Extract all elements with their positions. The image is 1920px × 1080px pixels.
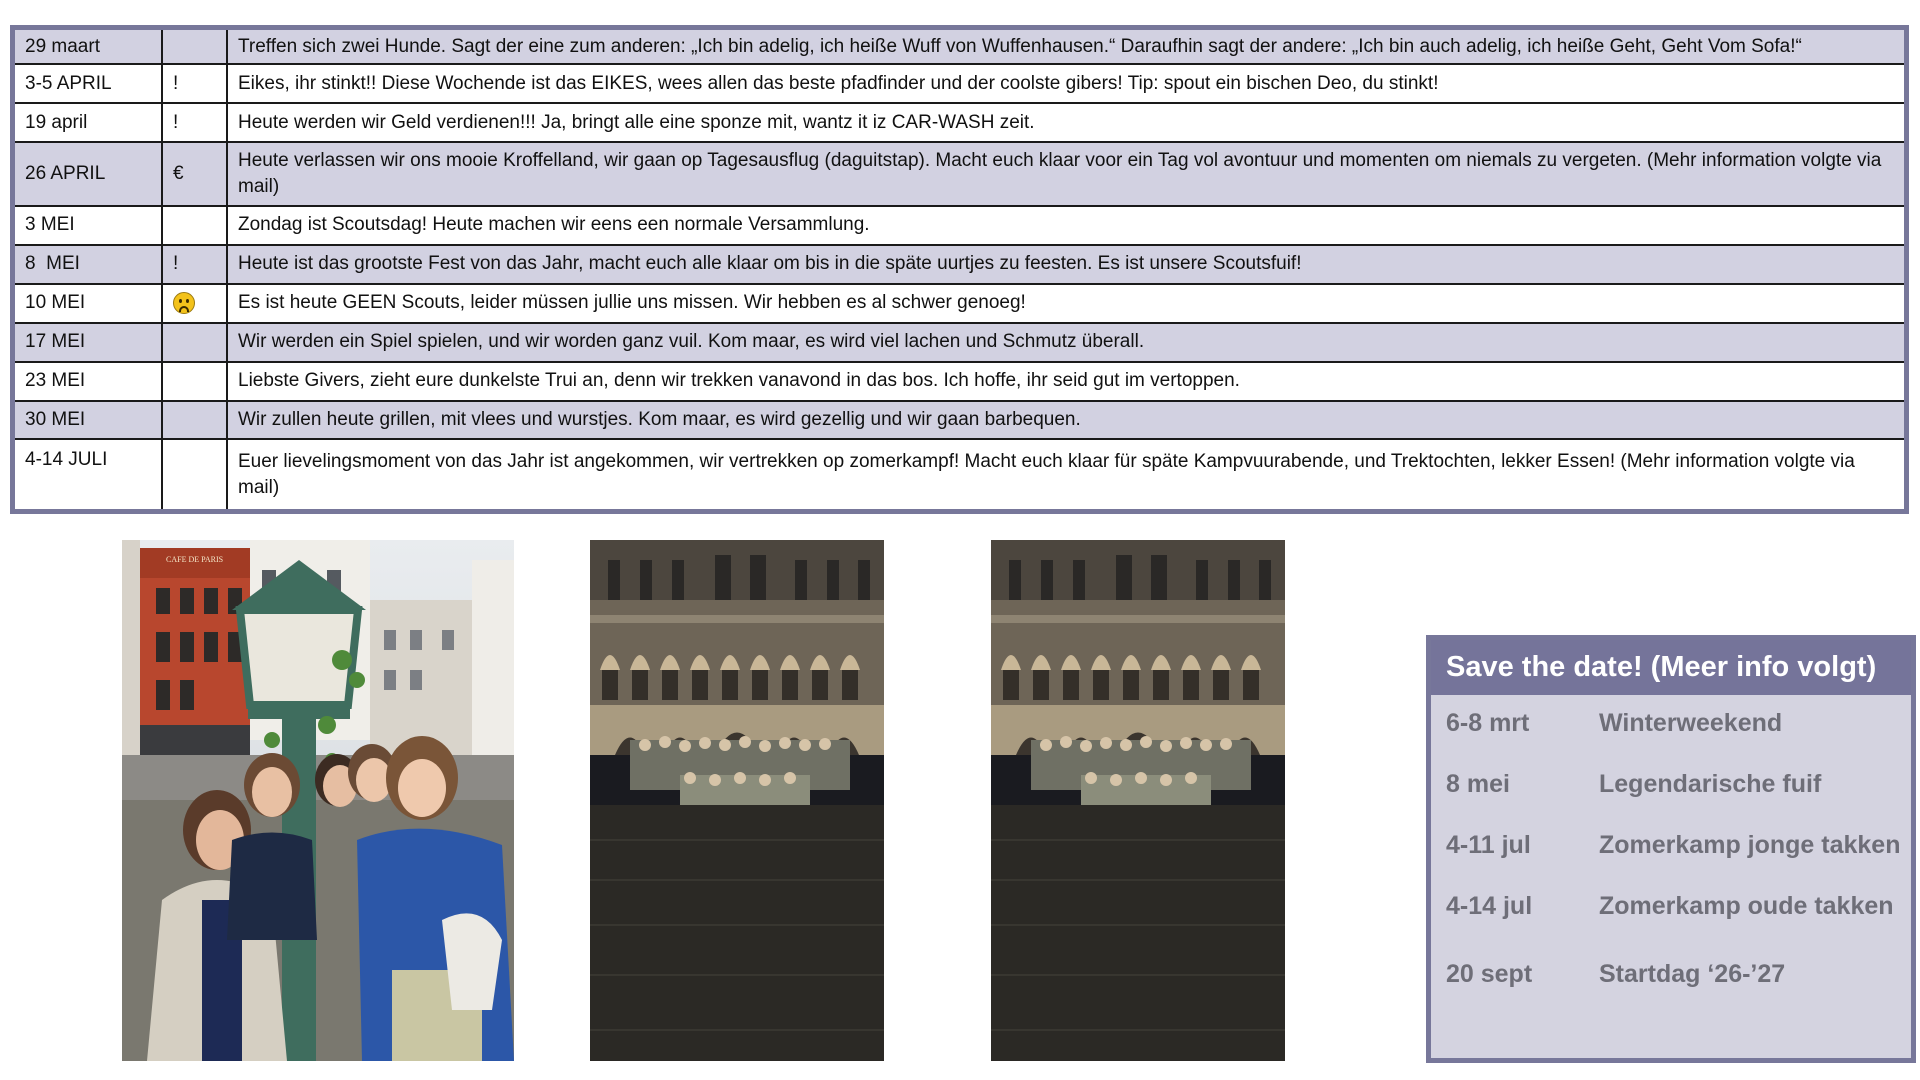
schedule-row [13,439,1907,511]
schedule-row [13,142,1907,206]
schedule-row [13,245,1907,284]
save-date-date: 6-8 mrt [1446,709,1530,737]
schedule-description: Zondag ist Scoutsdag! Heute machen wir eens een normale Versammlung. [227,206,1907,245]
schedule-icon [162,362,227,401]
save-date-item [1446,828,1906,862]
schedule-date: 19 april [13,103,163,142]
schedule-date: 29 maart [13,28,163,65]
save-date-event: Zomerkamp oude takken [1599,892,1894,920]
schedule-icon [162,28,227,65]
exclamation-icon: ! [162,245,227,284]
save-date-item [1446,957,1906,991]
save-date-item [1446,767,1906,801]
save-date-date: 8 mei [1446,770,1510,798]
schedule-row [13,284,1907,323]
schedule-date: 4-14 JULI [13,439,163,511]
schedule-icon [162,401,227,440]
schedule-icon-cell [162,284,227,323]
exclamation-icon: ! [162,103,227,142]
schedule-row [13,362,1907,401]
schedule-description: Wir werden ein Spiel spielen, und wir worden ganz vuil. Kom maar, es wird viel lachen und Schmutz überall. [227,323,1907,362]
schedule-date: 30 MEI [13,401,163,440]
schedule-date: 3-5 APRIL [13,64,163,103]
schedule-icon [162,206,227,245]
exclamation-icon: ! [162,64,227,103]
sad-face-icon [173,292,195,314]
schedule-description: Heute ist das grootste Fest von das Jahr, macht euch alle klaar om bis in die späte uurtjes zu feesten. Es ist unsere Scoutsfuif! [227,245,1907,284]
schedule-icon [162,439,227,511]
save-date-event: Winterweekend [1599,709,1783,737]
group-selfie-photo [122,540,514,1061]
schedule-description: Eikes, ihr stinkt!! Diese Wochende ist das EIKES, wees allen das beste pfadfinder und der coolste gibers! Tip: spout ein bischen Deo, du stinkt! [227,64,1907,103]
schedule-description: Treffen sich zwei Hunde. Sagt der eine zum anderen: „Ich bin adelig, ich heiße Wuff von Wuffenhausen.“ Daraufhin sagt der andere: „Ich bin auch adelig, ich heiße Geht, Geht Vom Sofa!“ [227,28,1907,65]
save-date-date: 4-11 jul [1446,831,1531,859]
schedule-icon [162,323,227,362]
schedule-row [13,401,1907,440]
save-the-date-box [1426,635,1916,1063]
schedule-table [10,25,1909,514]
save-date-event: Startdag ‘26-’27 [1599,960,1786,988]
save-date-item [1446,706,1906,740]
schedule-description: Heute werden wir Geld verdienen!!! Ja, bringt alle eine sponze mit, wantz it iz CAR-WASH zeit. [227,103,1907,142]
group-night-photo [991,540,1285,1061]
schedule-date: 23 MEI [13,362,163,401]
schedule-description: Wir zullen heute grillen, mit vlees und wurstjes. Kom maar, es wird gezellig und wir gaan barbequen. [227,401,1907,440]
schedule-description: Es ist heute GEEN Scouts, leider müssen jullie uns missen. Wir hebben es al schwer genoeg! [227,284,1907,323]
schedule-row [13,28,1907,65]
schedule-row [13,323,1907,362]
save-date-item [1446,889,1906,923]
schedule-row [13,103,1907,142]
schedule-date: 17 MEI [13,323,163,362]
schedule-row [13,64,1907,103]
schedule-description: Liebste Givers, zieht eure dunkelste Trui an, denn wir trekken vanavond in das bos. Ich hoffe, ihr seid gut im vertoppen. [227,362,1907,401]
schedule-date: 8 MEI [13,245,163,284]
euro-icon: € [162,142,227,206]
schedule-date: 3 MEI [13,206,163,245]
schedule-date: 10 MEI [13,284,163,323]
schedule-date: 26 APRIL [13,142,163,206]
schedule-description: Heute verlassen wir ons mooie Kroffelland, wir gaan op Tagesausflug (daguitstap). Macht euch klaar voor ein Tag vol avontuur und momenten om niemals zu vergeten. (Mehr information volgte via mail) [227,142,1907,206]
save-date-event: Legendarische fuif [1599,770,1822,798]
schedule-description: Euer lievelingsmoment von das Jahr ist angekommen, wir vertrekken op zomerkampf! Macht euch klaar für späte Kampvuurabende, und Trektochten, lekker Essen! (Mehr information volgte via mail) [227,439,1907,511]
save-date-date: 4-14 jul [1446,892,1533,920]
cafe-sign-text: CAFE DE PARIS [166,555,224,564]
save-date-date: 20 sept [1446,960,1533,988]
schedule-row [13,206,1907,245]
save-date-event: Zomerkamp jonge takken [1599,831,1901,859]
group-night-photo [590,540,884,1061]
save-the-date-title: Save the date! (Meer info volgt) [1431,640,1911,695]
